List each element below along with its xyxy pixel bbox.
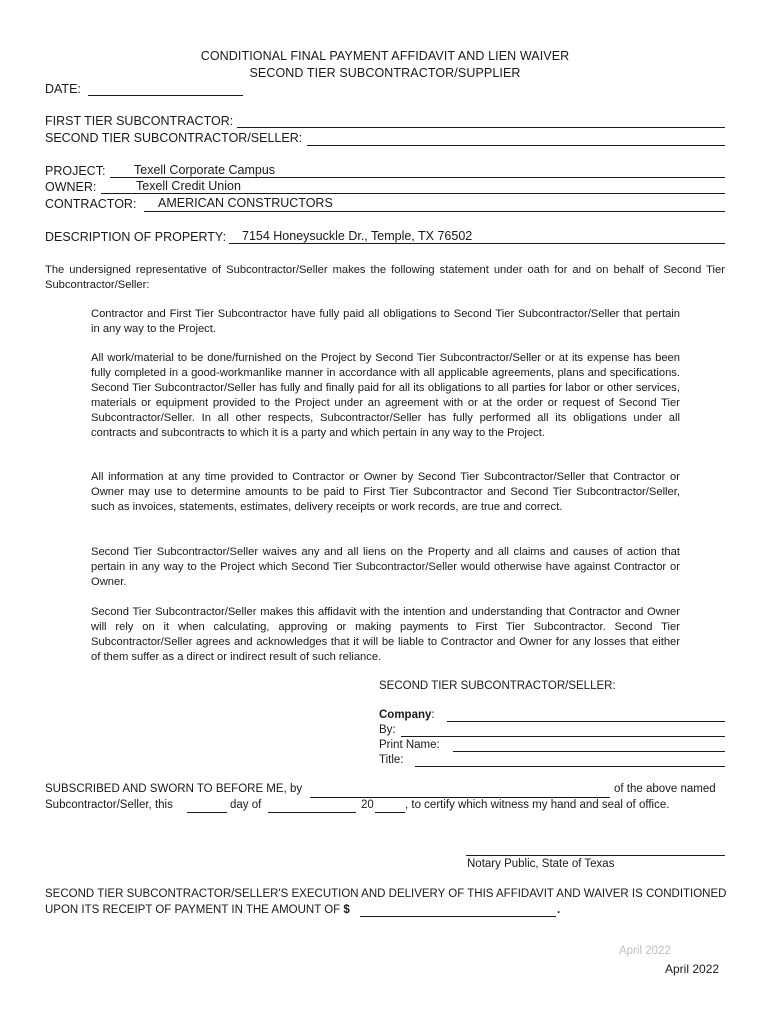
sworn-line2-prefix: Subcontractor/Seller, this: [45, 799, 173, 811]
sworn-month-field[interactable]: [268, 812, 356, 813]
by-field[interactable]: [401, 736, 725, 737]
document-subtitle: SECOND TIER SUBCONTRACTOR/SUPPLIER: [249, 66, 521, 80]
project-value: Texell Corporate Campus: [134, 163, 276, 177]
title-label: Title:: [379, 754, 404, 766]
contractor-field[interactable]: [144, 211, 725, 212]
date-field[interactable]: [88, 95, 243, 96]
intro-paragraph: The undersigned representative of Subcontractor/Seller makes the following statement under oath for and on behalf of Second Tier Subcontractor/Seller:: [45, 264, 725, 291]
contractor-label: CONTRACTOR:: [45, 197, 137, 211]
property-label: DESCRIPTION OF PROPERTY:: [45, 230, 227, 244]
company-label: Company:: [379, 709, 435, 721]
sworn-name-field[interactable]: [310, 797, 610, 798]
owner-field[interactable]: [101, 193, 725, 194]
notary-signature-field[interactable]: [466, 855, 725, 856]
company-field[interactable]: [447, 721, 725, 722]
owner-label: OWNER:: [45, 180, 97, 194]
by-label: By:: [379, 724, 396, 736]
property-field[interactable]: [229, 243, 725, 244]
notary-caption: Notary Public, State of Texas: [467, 858, 615, 870]
document-title: CONDITIONAL FINAL PAYMENT AFFIDAVIT AND LIEN WAIVER: [200, 49, 570, 63]
print-name-label: Print Name:: [379, 739, 440, 751]
footer-date: April 2022: [665, 962, 720, 976]
title-field[interactable]: [415, 766, 725, 767]
sworn-suffix: of the above named: [614, 783, 716, 795]
statement-paragraph-5: Second Tier Subcontractor/Seller makes this affidavit with the intention and understanding that Contractor and Owner will rely on it when calculating, approving or making payments to First Tier Subcontractor. Second Tier Subcontractor/Seller agrees and acknowledges that it will be liable to Contractor and Owner for any losses that either of them suffer as a direct or indirect result of such reliance.: [91, 606, 680, 663]
condition-line2: UPON ITS RECEIPT OF PAYMENT IN THE AMOUNT OF $: [45, 904, 350, 916]
property-value: 7154 Honeysuckle Dr., Temple, TX 76502: [242, 229, 473, 243]
print-name-field[interactable]: [453, 751, 725, 752]
footer-date-faint: April 2022: [619, 945, 671, 957]
sworn-year-field[interactable]: [375, 812, 405, 813]
statement-paragraph-3: All information at any time provided to Contractor or Owner by Second Tier Subcontractor/Seller that Contractor or Owner may use to determine amounts to be paid to First Tier Subcontractor and Second Tier Subcontractor/Seller, such as invoices, statements, estimates, delivery receipts or work records, are true and correct.: [91, 471, 680, 513]
sworn-day-field[interactable]: [187, 812, 227, 813]
project-label: PROJECT:: [45, 164, 106, 178]
second-tier-field[interactable]: [307, 145, 725, 146]
sworn-year-prefix: 20: [361, 799, 374, 811]
sworn-line2-suffix: , to certify which witness my hand and seal of office.: [405, 799, 670, 811]
date-label: DATE:: [45, 82, 81, 96]
first-tier-field[interactable]: [237, 127, 725, 128]
signature-heading: SECOND TIER SUBCONTRACTOR/SELLER:: [379, 680, 616, 692]
sworn-prefix: SUBSCRIBED AND SWORN TO BEFORE ME, by: [45, 783, 303, 795]
condition-period: .: [557, 904, 561, 916]
condition-line1: SECOND TIER SUBCONTRACTOR/SELLER'S EXECUTION AND DELIVERY OF THIS AFFIDAVIT AND WAIVER IS CONDITIONED: [45, 888, 727, 900]
statement-paragraph-1: Contractor and First Tier Subcontractor have fully paid all obligations to Second Tier Subcontractor/Seller that pertain in any way to the Project.: [91, 308, 680, 335]
second-tier-label: SECOND TIER SUBCONTRACTOR/SELLER:: [45, 131, 303, 145]
contractor-value: AMERICAN CONSTRUCTORS: [158, 196, 333, 210]
statement-paragraph-4: Second Tier Subcontractor/Seller waives any and all liens on the Property and all claims and causes of action that pertain in any way to the Project which Second Tier Subcontractor/Seller would otherwise have against Contractor or Owner.: [91, 546, 680, 588]
first-tier-label: FIRST TIER SUBCONTRACTOR:: [45, 114, 234, 128]
payment-amount-field[interactable]: [360, 916, 556, 917]
owner-value: Texell Credit Union: [136, 179, 241, 193]
project-field[interactable]: [110, 177, 725, 178]
sworn-day-label: day of: [230, 799, 262, 811]
statement-paragraph-2: All work/material to be done/furnished on the Project by Second Tier Subcontractor/Seller or at its expense has been fully completed in a good-workmanlike manner in accordance with all applicable agreements, plans and specifications. Second Tier Subcontractor/Seller has fully and finally paid for all its obligations to all parties for labor or other services, materials or equipment provided to the Project under an agreement with or at the order or request of Second Tier Subcontractor/Seller. In all other respects, Subcontractor/Seller has fully performed all its obligations under all contracts and subcontracts to which it is a party and which pertain in any way to the Project.: [91, 352, 680, 439]
